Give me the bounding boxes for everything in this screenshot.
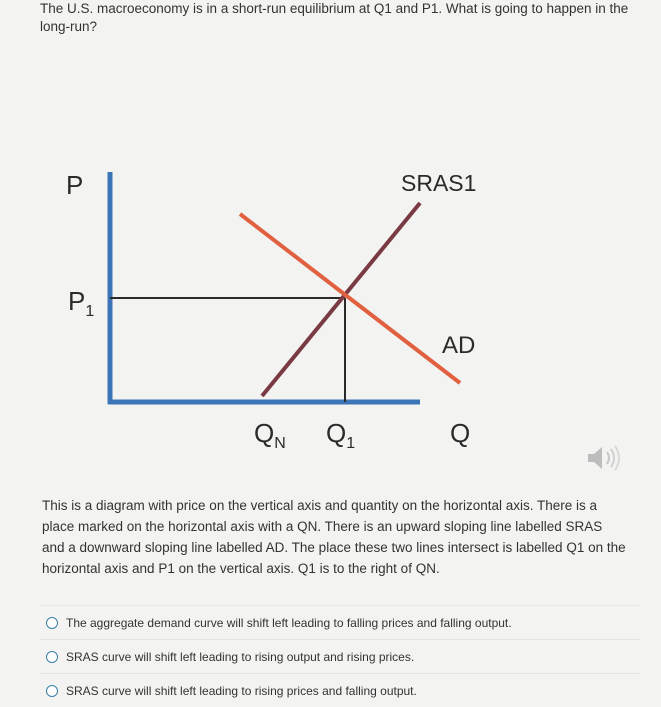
answer-option-label: SRAS curve will shift left leading to rising prices and falling output. [66, 683, 417, 698]
diagram-description: This is a diagram with price on the vertical axis and quantity on the horizontal axis. There is a place marked on the horizontal axis with a QN. There is an upward sloping line labelled SRAS and a downward sloping line labelled AD. The place these two lines intersect is labelled Q1 on the horizontal axis and P1 on the vertical axis. Q1 is to the right of QN. [42, 498, 626, 576]
answer-option-label: SRAS curve will shift left leading to rising output and rising prices. [66, 649, 415, 664]
p1-label: $P_1$ [68, 286, 95, 320]
radio-button[interactable] [46, 617, 58, 629]
sras-curve [262, 203, 420, 396]
ad-label: AD [442, 332, 476, 359]
quantity-axis-label: Q [450, 418, 471, 448]
answer-options [40, 605, 640, 707]
answer-option-label: The aggregate demand curve will shift left leading to falling prices and falling output. [66, 615, 512, 630]
answer-option-3[interactable] [40, 673, 640, 707]
diagram-graphic [40, 150, 520, 460]
speaker-icon[interactable] [585, 443, 625, 473]
radio-button[interactable] [46, 685, 58, 697]
qn-label: $Q_N$ [254, 418, 286, 452]
price-axis-label: P [66, 170, 84, 200]
q1-label: $Q_1$ [326, 418, 356, 452]
radio-button[interactable] [46, 651, 58, 663]
as-ad-diagram [40, 150, 520, 460]
answer-option-2[interactable] [40, 639, 640, 673]
answer-option-1[interactable] [40, 605, 640, 639]
sras-label: SRAS1 [401, 170, 477, 196]
question-text: The U.S. macroeconomy is in a short-run equilibrium at Q1 and P1. What is going to happen in the long-run? [40, 1, 629, 34]
